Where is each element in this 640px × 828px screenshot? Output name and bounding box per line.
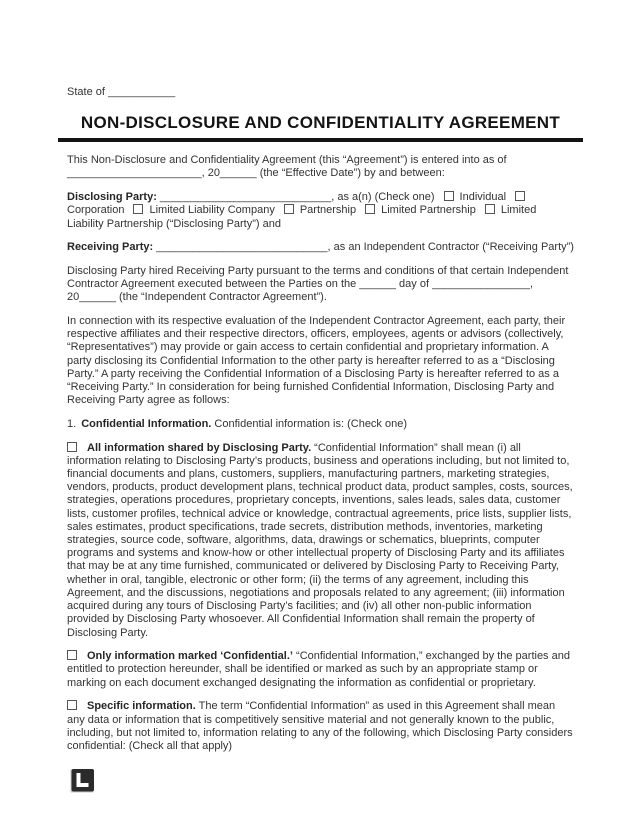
checkbox-limited-partnership[interactable] (365, 204, 375, 214)
choice-lead: All information shared by Disclosing Party. (87, 441, 312, 454)
receiving-party-paragraph (67, 241, 574, 254)
checkbox-corporation[interactable] (515, 191, 525, 201)
checkbox-partnership[interactable] (284, 204, 294, 214)
choice-specific-information (67, 700, 574, 753)
entity-option-label: Individual (459, 191, 507, 204)
entity-option-limited-partnership (356, 204, 476, 216)
intro-paragraph: This Non-Disclosure and Confidentiality Agreement (this “Agreement”) is entered into as of ______________________, 20______ (the “Effective Date”) by and between: (67, 154, 507, 180)
entity-option-label: Limited Liability Partnership (67, 204, 537, 230)
choice-all-information (67, 442, 574, 640)
disclosing-party-paragraph (67, 191, 574, 231)
choice-only-marked-confidential (67, 650, 574, 690)
section-1-heading (67, 418, 574, 431)
entity-option-label: Limited Liability Company (149, 204, 275, 217)
page-title: NON-DISCLOSURE AND CONFIDENTIALITY AGREEMENT (80, 113, 561, 133)
checkbox-all-information[interactable] (67, 442, 77, 452)
checkbox-limited-liability-company[interactable] (133, 204, 143, 214)
legal-templates-logo (70, 769, 94, 793)
section-title: Confidential Information. (81, 417, 212, 430)
choice-text: “Confidential Information” shall mean (i) all information relating to Disclosing Party’s products, business and operations including, but not limited to, financial documents and plans, customers, suppliers, manufacturing partners, marketing strategies, vendors, products, product development plans, technical product data, product samples, costs, sources, strategies, operations procedures, proprietary concepts, inventions, sales leads, sales data, customer lists, customer profiles, technical advice or knowledge, contractual agreements, price lists, supplier lists, sales estimates, product specifications, trade secrets, distribution methods, inventories, marketing strategies, source code, software, algorithms, data, drawings or schematics, blueprints, computer programs and systems and know-how or other intellectual property of Disclosing Party and its affiliates that may be at any time furnished, communicated or delivered by Disclosing Party to Receiving Party, whether in oral, tangible, electronic or other form; (ii) the terms of any agreement, including this Agreement, and the discussions, negotiations and proposals related to any agreement; (iii) information acquired during any tours of Disclosing Party’s facilities; and (iv) all other non-public information provided by Disclosing Party whosoever. All Confidential Information shall remain the property of Disclosing Party. (67, 441, 573, 639)
receiving-party-blank-text: ____________________________, as an Independent Contractor (“Receiving Party”) (153, 241, 574, 254)
checkbox-specific-information[interactable] (67, 700, 77, 710)
choice-lead: Specific information. (87, 700, 196, 713)
entity-option-label: Limited Partnership (381, 204, 476, 217)
disclosing-party-blank-text: ____________________________, as a(n) (Check one) (156, 191, 435, 204)
receiving-party-label: Receiving Party: (67, 241, 154, 254)
state-of-line: State of ___________ (67, 86, 176, 98)
entity-option-label: Corporation (67, 204, 125, 217)
checkbox-limited-liability-partnership[interactable] (485, 204, 495, 214)
choice-lead: Only information marked ‘Confidential.’ (87, 650, 293, 663)
choice-text: “Confidential Information,” exchanged by the parties and entitled to protection hereunder, shall be identified or marked as such by an appropriate stamp or marking on each document exchanged designating the information as confidential or proprietary. (67, 650, 570, 689)
checkbox-individual[interactable] (444, 191, 454, 201)
independent-contractor-paragraph: Disclosing Party hired Receiving Party pursuant to the terms and conditions of that certain Independent Contractor Agreement executed between the Parties on the ______ day of ________________, 20______ (the “Independent Contractor Agreement”). (67, 264, 569, 304)
checkbox-only-marked-confidential[interactable] (67, 650, 77, 660)
disclosing-party-tail: (“Disclosing Party”) and (163, 217, 281, 230)
section-heading-text: Confidential information is: (Check one) (211, 417, 408, 430)
representatives-paragraph: In connection with its respective evaluation of the Independent Contractor Agreement, each party, their respective affiliates and their respective directors, officers, employees, agents or advisors (collectively, “Representatives”) may provide or gain access to certain confidential and proprietary information. A party disclosing its Confidential Information to the other party is hereafter referred to as a “Disclosing Party.” A party receiving the Confidential Information of a Disclosing Party is hereafter referred to as a “Receiving Party.” In consideration for being furnished Confidential Information, Disclosing Party and Receiving Party agree as follows: (67, 315, 566, 407)
disclosing-party-label: Disclosing Party: (67, 191, 157, 204)
section-number: 1. (67, 417, 77, 430)
title-block (58, 112, 583, 142)
entity-option-partnership (275, 204, 356, 216)
entity-option-llc (124, 204, 274, 216)
entity-option-label: Partnership (299, 204, 357, 217)
choice-text: The term “Confidential Information” as used in this Agreement shall mean any data or information that is competitively sensitive material and not generally known to the public, including, but not limited to, information relating to any of the following, which Disclosing Party considers confidential: (Check all that apply) (67, 700, 573, 752)
entity-option-individual (435, 191, 506, 203)
